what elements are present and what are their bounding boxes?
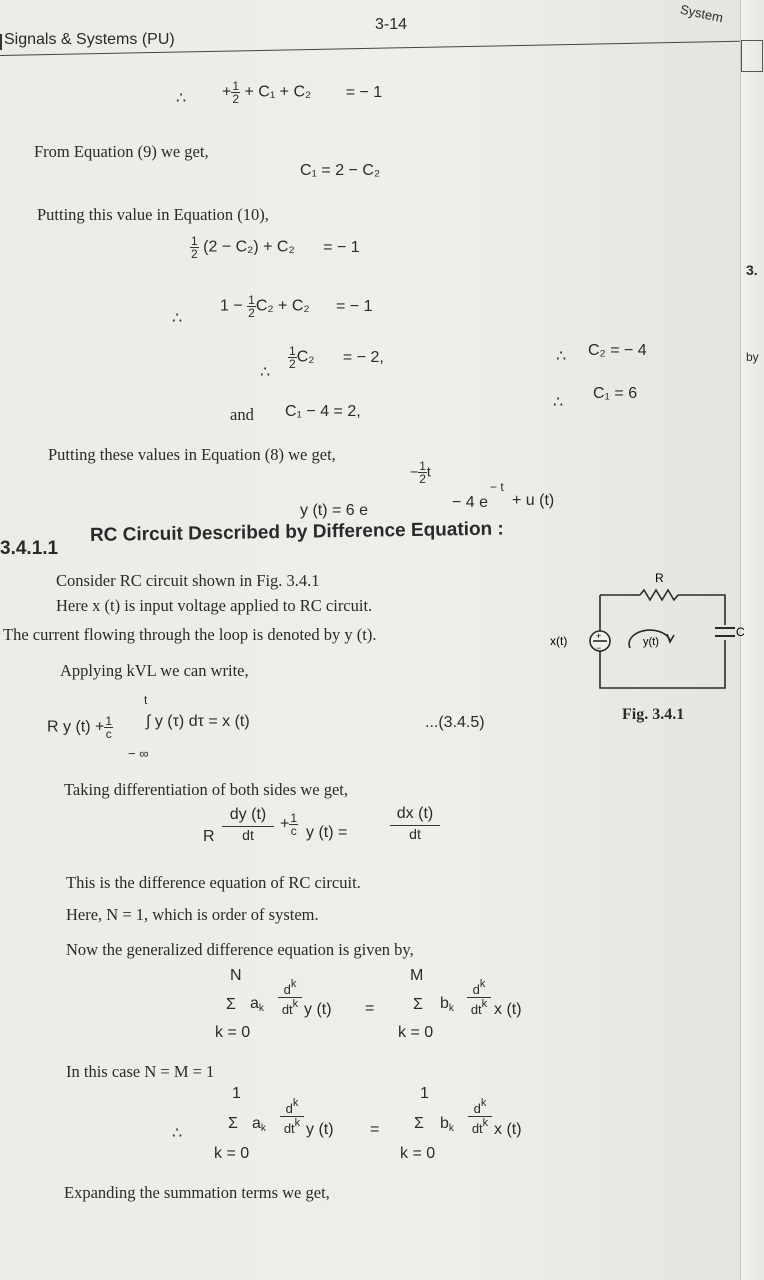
kvl-lhs: R y (t) + $\frac{1}{c}$ [47, 714, 113, 741]
solution-lhs: y (t) = 6 e [300, 502, 369, 519]
sum-x: x (t) [494, 1001, 522, 1018]
diff-num-2: dx (t) [390, 805, 440, 826]
page-number: 3-14 [375, 16, 408, 33]
sum-lower-right-2: k = 0 [400, 1145, 436, 1162]
sigma-right: Σ [413, 996, 423, 1013]
solution-exponent-1: − $\frac{1}{2}$ t [410, 459, 431, 486]
label-x: x(t) [550, 634, 568, 648]
diff-frac-1 [222, 806, 274, 843]
eq1m-post: C₂ + C₂ [255, 297, 310, 315]
text-putting-eq8: Putting these values in Equation (8) we get, [48, 445, 336, 464]
text-this-case: In this case N = M = 1 [66, 1062, 215, 1081]
sigma-right-2: Σ [414, 1115, 424, 1132]
frac-den: 2 [232, 92, 240, 106]
text-putting-eq10: Putting this value in Equation (10), [37, 205, 269, 224]
source-plus: + [596, 631, 602, 641]
resistor-symbol [640, 590, 678, 600]
deriv-frac-left-2: $d^k$ $dt^k$ [280, 1097, 304, 1136]
diff-frac-2 [390, 805, 440, 842]
text-current: The current flowing through the loop is denoted by y (t). [3, 625, 377, 644]
result-c1: C₁ = 6 [593, 385, 638, 402]
therefore-symbol: ∴ [260, 364, 271, 381]
deriv-frac-right: $d^k$ $dt^k$ [467, 978, 491, 1017]
kvl-lhs-text: R y (t) + [47, 718, 105, 736]
text-taking-diff: Taking differentiation of both sides we get, [64, 780, 349, 799]
diff-den-1: dt [242, 827, 254, 843]
sum-upper-M: M [410, 967, 424, 984]
equation-c1-minus-4: C₁ − 4 = 2, [285, 403, 361, 420]
equation-c1: C₁ = 2 − C₂ [300, 162, 381, 179]
integral-upper-limit: t [144, 693, 148, 707]
eqc2-rhs: = − 2, [342, 348, 384, 366]
diff-plus-frac: + $\frac{1}{c}$ [280, 811, 298, 838]
deriv-frac-right-2: $d^k$ $dt^k$ [468, 1097, 492, 1136]
text-diff-desc: This is the difference equation of RC circuit. [66, 873, 361, 892]
equation-one-minus: 1 − $\frac{1}{2}$ C₂ + C₂ = − 1 [220, 293, 373, 320]
frac-num: 1 [232, 79, 240, 93]
margin-note-3: 3. [746, 262, 758, 278]
deriv-frac-left: $d^k$ $dt^k$ [278, 978, 302, 1017]
equals: = [365, 1000, 375, 1017]
coef-b: $b_k$ [440, 995, 454, 1014]
margin-note-by: by [746, 350, 759, 364]
diff-num-1: dy (t) [222, 806, 274, 827]
rc-circuit-figure [540, 560, 745, 730]
text-here-x: Here x (t) is input voltage applied to RC circuit. [56, 596, 373, 615]
result-c2: C₂ = − 4 [588, 342, 647, 359]
equation-line-1: + $\frac{1}{2}$ + C₁ + C₂ = − 1 [222, 79, 383, 106]
eq1m-rhs: = − 1 [336, 297, 373, 315]
solution-end: + u (t) [512, 492, 555, 509]
coef-a: $a_k$ [250, 995, 264, 1014]
eq1-lhs: + C₁ + C₂ [244, 83, 312, 101]
sigma-left: Σ [226, 996, 236, 1013]
label-C: C [736, 625, 745, 639]
text-order: Here, N = 1, which is order of system. [66, 905, 319, 924]
text-and: and [230, 405, 254, 424]
eq1-rhs: = − 1 [345, 83, 383, 101]
therefore-symbol: ∴ [172, 1125, 183, 1142]
sum-y-2: y (t) [306, 1121, 334, 1138]
label-y: y(t) [643, 636, 659, 648]
circuit-wire-lower [600, 595, 725, 688]
text-from-eq9: From Equation (9) we get, [34, 142, 209, 161]
coef-b-2: $b_k$ [440, 1115, 454, 1134]
solution-exponent-2: − t [490, 480, 504, 494]
equals-2: = [370, 1121, 380, 1138]
diff-den-2: dt [409, 826, 421, 842]
sigma-left-2: Σ [228, 1115, 238, 1132]
section-title: RC Circuit Described by Difference Equation : [89, 518, 504, 546]
kvl-body: ∫ y (τ) dτ = x (t) [146, 713, 250, 730]
text-generalized: Now the generalized difference equation is given by, [66, 940, 414, 959]
adjacent-page-edge [740, 0, 764, 1280]
eq-half-lhs: (2 − C₂) + C₂ [203, 238, 295, 256]
header-marker [0, 34, 2, 50]
equation-number: ...(3.4.5) [425, 714, 485, 731]
diff-R: R [203, 828, 215, 845]
therefore-symbol: ∴ [172, 310, 183, 327]
integral-lower-limit: − ∞ [128, 746, 149, 761]
figure-caption: Fig. 3.4.1 [622, 706, 685, 723]
corner-icon [741, 40, 763, 72]
exp1-t: t [426, 463, 431, 480]
therefore-symbol: ∴ [176, 90, 187, 107]
sum-y: y (t) [304, 1001, 332, 1018]
sum-lower-left: k = 0 [215, 1024, 251, 1041]
diff-mid: y (t) = [306, 824, 348, 841]
label-R: R [655, 571, 664, 585]
text-expanding: Expanding the summation terms we get, [64, 1183, 330, 1202]
eq-half-rhs: = − 1 [323, 238, 360, 256]
therefore-symbol: ∴ [556, 348, 567, 365]
circuit-wire-right-top [678, 595, 725, 625]
sum-upper-N: N [230, 967, 242, 984]
sum-x-2: x (t) [494, 1121, 522, 1138]
equation-half: $\frac{1}{2}$ (2 − C₂) + C₂ = − 1 [191, 234, 360, 261]
eqc2-lhs: C₂ [296, 348, 315, 366]
arrowhead-icon [667, 634, 674, 642]
book-title: Signals & Systems (PU) [4, 31, 175, 48]
coef-a-2: $a_k$ [252, 1115, 266, 1134]
capacitor-symbol [715, 628, 735, 636]
text-applying-kvl: Applying kVL we can write, [60, 661, 249, 680]
corner-tab: System [678, 1, 725, 26]
sum-lower-left-2: k = 0 [214, 1145, 250, 1162]
source-minus: − [596, 643, 602, 653]
equation-half-c2: $\frac{1}{2}$ C₂ = − 2, [289, 344, 384, 371]
sum-upper-1-left: 1 [232, 1085, 241, 1102]
sum-lower-right: k = 0 [398, 1024, 434, 1041]
eq1m-pre: 1 − [220, 297, 243, 315]
solution-mid: − 4 e [452, 494, 489, 511]
sum-upper-1-right: 1 [420, 1085, 429, 1102]
therefore-symbol: ∴ [553, 394, 564, 411]
section-number: 3.4.1.1 [0, 538, 59, 559]
text-consider: Consider RC circuit shown in Fig. 3.4.1 [56, 571, 320, 590]
